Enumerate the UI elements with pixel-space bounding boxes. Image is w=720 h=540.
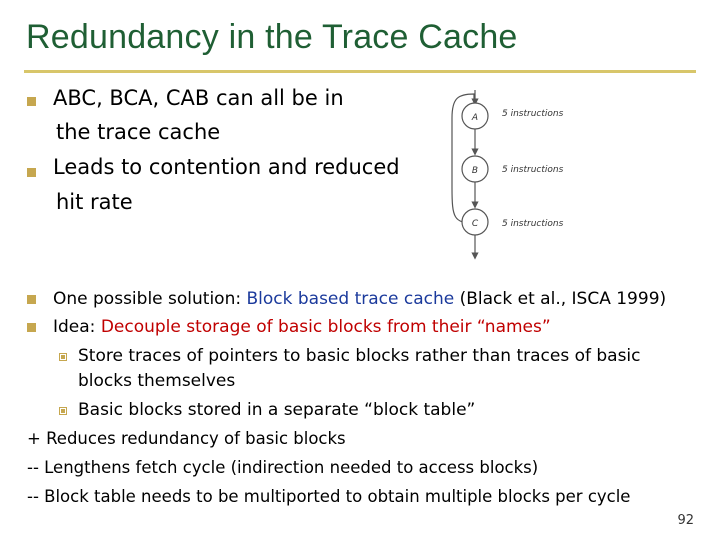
idea-prefix: Idea: xyxy=(53,317,101,337)
solution-line xyxy=(53,285,666,313)
node-c-annotation: 5 instructions xyxy=(502,219,564,229)
tradeoff-minus-1: -- Lengthens fetch cycle (indirection needed to access blocks) xyxy=(27,458,539,477)
top-bullet-2-line1: Leads to contention and reduced xyxy=(53,155,400,179)
bullet-marker xyxy=(27,97,36,106)
top-bullet-1-line1: ABC, BCA, CAB can all be in xyxy=(53,86,344,110)
tradeoff-plus: + Reduces redundancy of basic blocks xyxy=(27,429,346,448)
title-divider xyxy=(24,70,696,73)
solution-suffix: (Black et al., ISCA 1999) xyxy=(454,289,667,309)
top-bullet-2-line2: hit rate xyxy=(56,190,133,214)
bullet-marker xyxy=(27,323,36,332)
solution-prefix: One possible solution: xyxy=(53,289,247,309)
node-a-annotation: 5 instructions xyxy=(502,109,564,119)
sub-bullet-1-line1: Store traces of pointers to basic blocks rather than traces of basic xyxy=(78,346,641,366)
tradeoff-minus-2: -- Block table needs to be multiported to obtain multiple blocks per cycle xyxy=(27,487,631,506)
idea-line xyxy=(53,313,551,341)
sub-bullet-marker xyxy=(59,407,67,415)
bullet-marker xyxy=(27,168,36,177)
node-c-label: C xyxy=(471,219,479,229)
page-number: 92 xyxy=(677,513,694,528)
slide-title: Redundancy in the Trace Cache xyxy=(26,18,518,56)
sub-bullet-1-line2: blocks themselves xyxy=(78,371,236,391)
node-b-label: B xyxy=(471,166,479,176)
solution-highlight: Block based trace cache xyxy=(246,289,455,309)
control-flow-diagram xyxy=(440,88,580,263)
node-a-label: A xyxy=(471,113,479,123)
sub-bullet-marker xyxy=(59,353,67,361)
sub-bullet-2-line1: Basic blocks stored in a separate “block table” xyxy=(78,400,476,420)
bullet-marker xyxy=(27,295,36,304)
node-b-annotation: 5 instructions xyxy=(502,165,564,175)
top-bullet-1-line2: the trace cache xyxy=(56,120,221,144)
idea-highlight: Decouple storage of basic blocks from their “names” xyxy=(100,317,551,337)
